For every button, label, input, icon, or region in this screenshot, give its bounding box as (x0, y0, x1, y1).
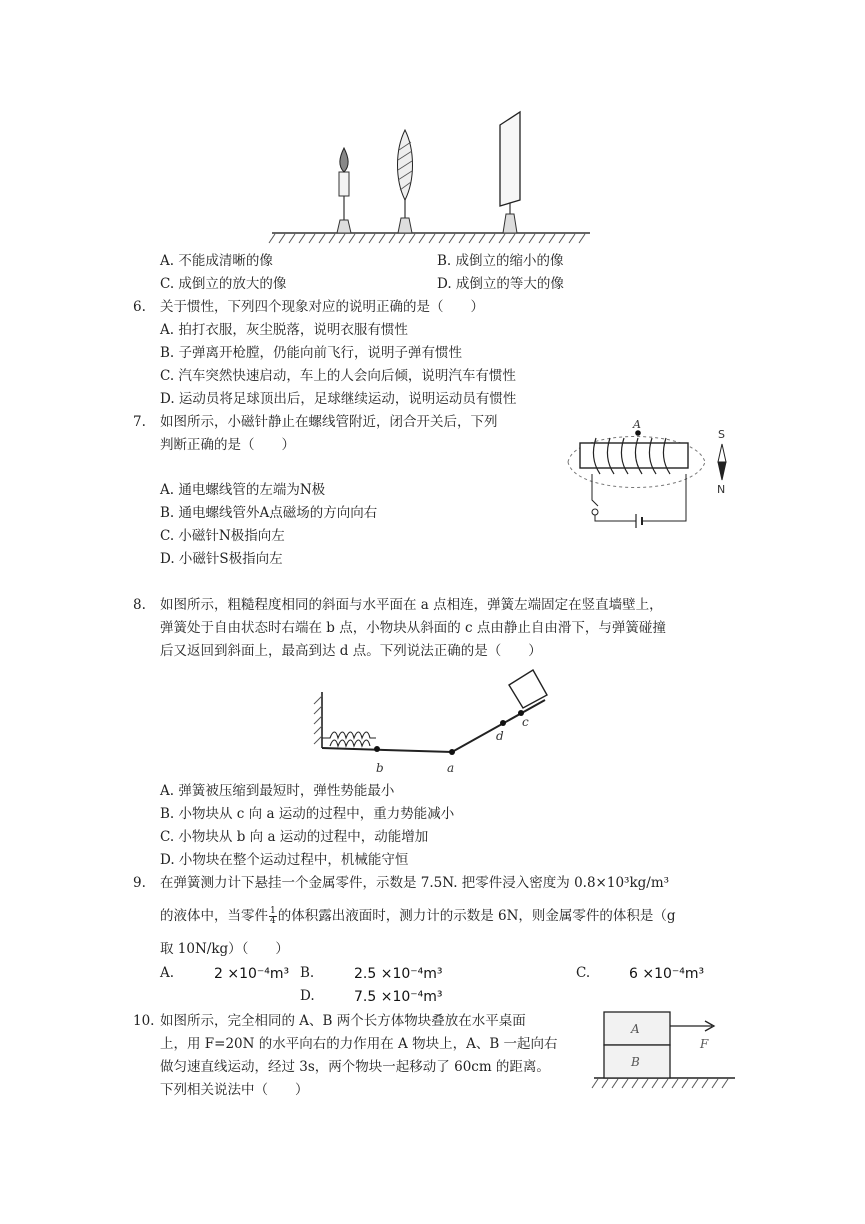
q7-option-d[interactable]: D. 小磁针S极指向左 (160, 551, 283, 567)
q10-stem-line2: 上，用 F=20N 的水平向右的力作用在 A 物块上，A、B 一起向右 (160, 1036, 558, 1052)
q7-stem-line2: 判断正确的是（ ） (160, 437, 295, 453)
q9-option-b-value[interactable]: 2.5 ×10⁻⁴m³ (354, 966, 443, 982)
q6-option-c[interactable]: C. 汽车突然快速启动，车上的人会向后倾，说明汽车有惯性 (160, 368, 516, 384)
q5-option-a[interactable]: A. 不能成清晰的像 (160, 253, 273, 269)
q8-stem-line2: 弹簧处于自由状态时右端在 b 点，小物块从斜面的 c 点由静止自由滑下，与弹簧碰撞 (160, 620, 666, 636)
q7-label-s: S (718, 428, 725, 441)
q9-stem-line2-pre: 的液体中，当零件 (160, 908, 268, 924)
q6-number: 6. (133, 299, 146, 315)
q5-option-d[interactable]: D. 成倒立的等大的像 (437, 276, 564, 292)
q8-label-a: a (447, 761, 455, 775)
q6-stem: 关于惯性，下列四个现象对应的说明正确的是（ ） (160, 299, 484, 315)
q6-option-a[interactable]: A. 拍打衣服，灰尘脱落，说明衣服有惯性 (160, 322, 408, 338)
q8-option-b[interactable]: B. 小物块从 c 向 a 运动的过程中，重力势能减小 (160, 806, 455, 822)
q7-option-b[interactable]: B. 通电螺线管外A点磁场的方向向右 (160, 505, 378, 521)
q7-option-c[interactable]: C. 小磁针N极指向左 (160, 528, 285, 544)
q8-stem-line1: 如图所示，粗糙程度相同的斜面与水平面在 a 点相连，弹簧左端固定在竖直墙壁上， (160, 597, 663, 613)
q8-option-c[interactable]: C. 小物块从 b 向 a 运动的过程中，动能增加 (160, 829, 429, 845)
q9-fraction: $\frac{1}{4}$ (270, 906, 276, 926)
q6-option-d[interactable]: D. 运动员将足球顶出后，足球继续运动，说明运动员有惯性 (160, 391, 517, 407)
q10-number: 10. (133, 1013, 155, 1029)
q10-label-f: F (700, 1037, 709, 1051)
q10-label-a: A (631, 1022, 640, 1036)
q9-stem-line1: 在弹簧测力计下悬挂一个金属零件，示数是 7.5N. 把零件浸入密度为 0.8×10³kg/m³ (160, 875, 670, 891)
q7-label-a: A (633, 418, 641, 431)
q10-stem-line4: 下列相关说法中（ ） (160, 1082, 309, 1098)
q9-option-d-value[interactable]: 7.5 ×10⁻⁴m³ (354, 989, 443, 1005)
q9-option-c-value[interactable]: 6 ×10⁻⁴m³ (629, 966, 705, 982)
q8-option-d[interactable]: D. 小物块在整个运动过程中，机械能守恒 (160, 852, 409, 868)
q5-option-c[interactable]: C. 成倒立的放大的像 (160, 276, 287, 292)
q9-option-a-value[interactable]: 2 ×10⁻⁴m³ (214, 966, 290, 982)
q7-label-n: N (717, 483, 726, 496)
q9-option-a-label[interactable]: A. (160, 965, 175, 981)
q5-option-b[interactable]: B. 成倒立的缩小的像 (437, 253, 564, 269)
q8-stem-line3: 后又返回到斜面上，最高到达 d 点。下列说法正确的是（ ） (160, 643, 542, 659)
q10-stem-line3: 做匀速直线运动，经过 3s，两个物块一起移动了 60cm 的距离。 (160, 1059, 550, 1075)
q9-stem-line2-post: 的体积露出液面时，测力计的示数是 6N，则金属零件的体积是（g (277, 908, 676, 924)
q7-option-a[interactable]: A. 通电螺线管的左端为N极 (160, 482, 326, 498)
q8-label-c: c (522, 715, 529, 729)
q10-stem-line1: 如图所示，完全相同的 A、B 两个长方体物块叠放在水平桌面 (160, 1013, 526, 1029)
q9-option-c-label[interactable]: C. (576, 965, 591, 981)
q9-option-b-label[interactable]: B. (300, 965, 315, 981)
q8-number: 8. (133, 597, 146, 613)
q6-option-b[interactable]: B. 子弹离开枪膛，仍能向前飞行，说明子弹有惯性 (160, 345, 463, 361)
q10-label-b: B (631, 1055, 640, 1069)
q7-stem-line1: 如图所示，小磁针静止在螺线管附近，闭合开关后，下列 (160, 414, 498, 430)
q8-label-b: b (376, 761, 384, 775)
q8-option-a[interactable]: A. 弹簧被压缩到最短时，弹性势能最小 (160, 783, 395, 799)
q9-number: 9. (133, 875, 146, 891)
q7-number: 7. (133, 414, 146, 430)
q9-stem-line3: 取 10N/kg）（ ） (160, 941, 289, 957)
q9-option-d-label[interactable]: D. (300, 988, 315, 1004)
q8-label-d: d (496, 729, 504, 743)
